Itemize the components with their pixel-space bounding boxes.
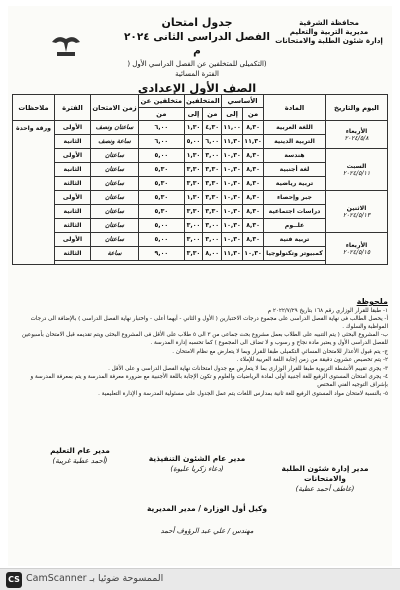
duration-cell: ساعة [91,247,139,261]
duration-cell: ساعتان [91,163,139,177]
exam-schedule-table [12,94,388,265]
period-cell: الثالثة [55,177,91,191]
term-title: الفصل الدراسى الثانى ٢٠٢٤ م [124,31,270,57]
time-cell: ٨,٣٠ [243,121,264,135]
note-item: ١- طبقا للقرار الوزاري رقم ١٦٨ بتاريخ ٢٠٢٢/٧/٢٩ م [267,307,388,314]
col-main: الأساسي [222,95,264,108]
time-cell: ١٠,٣٠ [222,233,243,247]
directorate-line: مديرية التربية والتعليم [289,27,369,36]
note-item: ٤- يجرى امتحان المستوى الرفيع للغة أجنبية أولى لمادة الرياضيات والعلوم و تكون الإجابة باللغة الأجنبية مع ضرورة معرفة المدرسة و يتم بمعرفة المدرسة و بإشراف التوجيه الفني المختص [30,374,388,388]
time-cell: ٨,٣٠ [243,149,264,163]
time-cell: ٥,٣٠ [139,163,185,177]
signature-name: مهندس / علي عبد الرؤوف أحمد [160,527,254,535]
table-row [13,191,388,205]
period-cell: الأولى [55,121,91,135]
col-period: الفترة [55,95,91,121]
time-cell: ١,٣٠ [184,191,203,205]
time-cell: ٥,٣٠ [139,205,185,219]
time-cell: ١١,٣٠ [222,247,243,261]
table-row [13,121,388,135]
signature-role: مدير عام التعليم [50,446,110,455]
title-block [122,16,272,96]
note-item: أ- يحصل الطالب فى نهاية الفصل الدراسى على مجموع درجات الاختبارين ( الأول و الثاني - أيهما أعلى - واختبار نهاية الفصل الدراسى ) بالإضافة الى درجات المواظبة والسلوك . [30,316,388,330]
time-cell: ٥,٣٠ [139,191,185,205]
time-cell: ٥,٣٠ [139,177,185,191]
table-row [13,149,388,163]
department-line: إدارة شئون الطلبة والامتحانات [275,36,383,45]
time-cell: ١١,٣٠ [222,135,243,149]
table-header-row [13,95,388,108]
time-cell: ١٠,٣٠ [222,219,243,233]
time-cell: ٩,٠٠ [139,247,185,261]
col-late: المتخلفين [184,95,222,108]
duration-cell: ساعتان ونصف [91,121,139,135]
period-cell: الثالثة [55,247,91,261]
signature-block [132,504,282,536]
signature-role: مدير عام الشئون التنفيذية [148,454,246,463]
signature-name: (عاطف أحمد عطية) [295,485,355,493]
duration-cell: ساعتان [91,191,139,205]
time-cell: ٣,٣٠ [203,163,222,177]
subject-cell: هندسة [264,149,326,163]
grade-title: الصف الأول الإعدادى [137,81,257,95]
time-cell: ٦,٠٠ [139,135,185,149]
time-cell: ٣,٣٠ [203,177,222,191]
signature-block [260,464,390,494]
time-cell: ١٠,٣٠ [222,149,243,163]
period-cell: الثانية [55,135,91,149]
subject-cell: لغة أجنبية [264,163,326,177]
time-cell: ٣,٠٠ [203,219,222,233]
subject-cell: جبر وإحصاء [264,191,326,205]
signature-role: مدير إدارة شئون الطلبة والامتحانات [281,464,369,483]
time-cell: ٨,٣٠ [243,233,264,247]
time-cell: ٥,٠٠ [139,149,185,163]
subject-cell: تربية رياضية [264,177,326,191]
signature-block [30,446,130,466]
signature-role: وكيل أول الوزارة / مدير المديرية [146,504,268,513]
col-main-to: إلى [222,108,243,121]
time-cell: ٥,٠٠ [184,135,203,149]
signature-block [142,454,252,474]
time-cell: ٣,٠٠ [203,149,222,163]
camscanner-logo-icon: CS [6,572,22,588]
duration-cell: ساعتان [91,205,139,219]
time-cell: ٣,٠٠ [184,233,203,247]
time-cell: ٣,٣٠ [203,205,222,219]
day-cell: الاثنين ٢٠٢٤/٥/١٣ [326,191,388,233]
scanner-footer [0,568,400,590]
page-title: جدول امتحان [161,16,233,29]
note-item: ج- يتم قبول الأعذار للامتحان المسائي التكميلى طبقا للقرار وبما لا يتعارض مع نظام الامتحان . [172,348,388,355]
time-cell: ١,٣٠ [184,149,203,163]
col-main-from: من [243,108,264,121]
time-cell: ٣,٣٠ [184,163,203,177]
duration-cell: ساعتان [91,149,139,163]
period-cell: الثانية [55,163,91,177]
subject-cell: دراسات اجتماعية [264,205,326,219]
period-cell: الأولى [55,233,91,247]
signature-name: (دعاء زكريا عليوة) [170,465,224,473]
col-subject: المادة [264,95,326,121]
subject-cell: تربية فنية [264,233,326,247]
time-cell: ١١,٠٠ [222,121,243,135]
subtitle: (التكميلى للمتخلفين عن الفصل الدراسي الأول ( الفترة المسائية [127,60,267,78]
period-cell: الأولى [55,149,91,163]
document-header [8,10,392,94]
time-cell: ١٠,٣٠ [243,247,264,261]
time-cell: ٨,٣٠ [243,177,264,191]
time-cell: ٨,٣٠ [243,163,264,177]
period-cell: الأولى [55,191,91,205]
notes-section [12,298,388,399]
time-cell: ٨,٣٠ [243,205,264,219]
duration-cell: ساعة ونصف [91,135,139,149]
scanned-with-text: الممسوحة ضوئيا بـ CamScanner [26,573,164,584]
governorate-line: محافظة الشرقية [299,18,359,27]
col-special: متخلفين عن [139,95,185,108]
time-cell: ٣,٣٠ [184,177,203,191]
subject-cell: اللغة العربية [264,121,326,135]
note-item: ٢- يتم تخصيص عشرون دقيقة من زمن إجابة اللغة العربية للإملاء . [236,357,388,364]
notes-title: ملحوظة [356,297,388,306]
time-cell: ٦,٠٠ [139,121,185,135]
time-cell: ٨,٣٠ [243,219,264,233]
day-cell: السبت ٢٠٢٤/٥/١١ [326,149,388,191]
signature-name: (أحمد عطية غريبة) [52,457,108,465]
note-cell: ورقة واحدة [13,121,55,265]
duration-cell: ساعتان [91,233,139,247]
col-duration: زمن الامتحان [91,95,139,121]
time-cell: ١٠,٣٠ [222,191,243,205]
governorate-block [270,18,388,45]
col-late-to: إلى [184,108,203,121]
time-cell: ٣,٣٠ [184,205,203,219]
time-cell: ١٠,٣٠ [222,205,243,219]
subject-cell: التربية الدينية [264,135,326,149]
time-cell: ٣,٠٠ [203,233,222,247]
period-cell: الثالثة [55,219,91,233]
col-notes: ملاحظات [13,95,55,121]
time-cell: ٦,٠٠ [203,135,222,149]
table-spacer [55,261,326,265]
day-cell: الأربعاء ٢٠٢٤/٥/٨ [326,121,388,149]
table-row [13,233,388,247]
col-late-from: من [203,108,222,121]
period-cell: الثانية [55,205,91,219]
time-cell: ٥,٠٠ [139,233,185,247]
time-cell: ٨,٠٠ [203,247,222,261]
duration-cell: ساعتان [91,177,139,191]
day-cell: الأربعاء ٢٠٢٤/٥/١٥ [326,233,388,265]
time-cell: ٣,٠٠ [184,219,203,233]
document-page [8,6,392,566]
note-item: ٥- بالنسبة لامتحان مواد المستوى الرفيع للغة ثانية بمدارس اللغات يتم عمل الجدول على مسئولية المدرسة و الإدارة التعليمية . [98,390,388,397]
time-cell: ٥,٠٠ [139,219,185,233]
subject-cell: كمبيوتر وتكنولوجيا [264,247,326,261]
time-cell: ١١,٣٠ [243,135,264,149]
time-cell: ٣,٣٠ [203,191,222,205]
col-day: اليوم والتاريخ [326,95,388,121]
time-cell: ١٠,٣٠ [222,177,243,191]
duration-cell: ساعتان [91,219,139,233]
time-cell: ٣,٣٠ [184,247,203,261]
eagle-emblem-icon [48,30,84,60]
note-item: ب- المشروع البحثى ( يتم التنبيه على الطلاب بعمل مشروع بحث جماعى من ٣ الى ٥ طلاب على الأقل فى المشروع البحثى ويتم تقديمه قبل الامتحان بأسبوعين للفصل الدراسى الأول و يعتبر مادة نجاح و رسوب و لا تضاف الى المجموع ) كما تحسبه إدارة المدرسة . [21,332,388,346]
time-cell: ١٠,٣٠ [222,163,243,177]
time-cell: ٤,٣٠ [203,121,222,135]
time-cell: ١,٣٠ [184,121,203,135]
subject-cell: علــوم [264,219,326,233]
time-cell: ٨,٣٠ [243,191,264,205]
note-item: ٣- يجرى تقييم الأنشطة التربوية طبقا للقرار الوزارى بما لا يتعارض مع جدول امتحانات نهاية الفصل الدراسى و على الأقل . [108,365,388,372]
col-special-from: من [139,108,185,121]
